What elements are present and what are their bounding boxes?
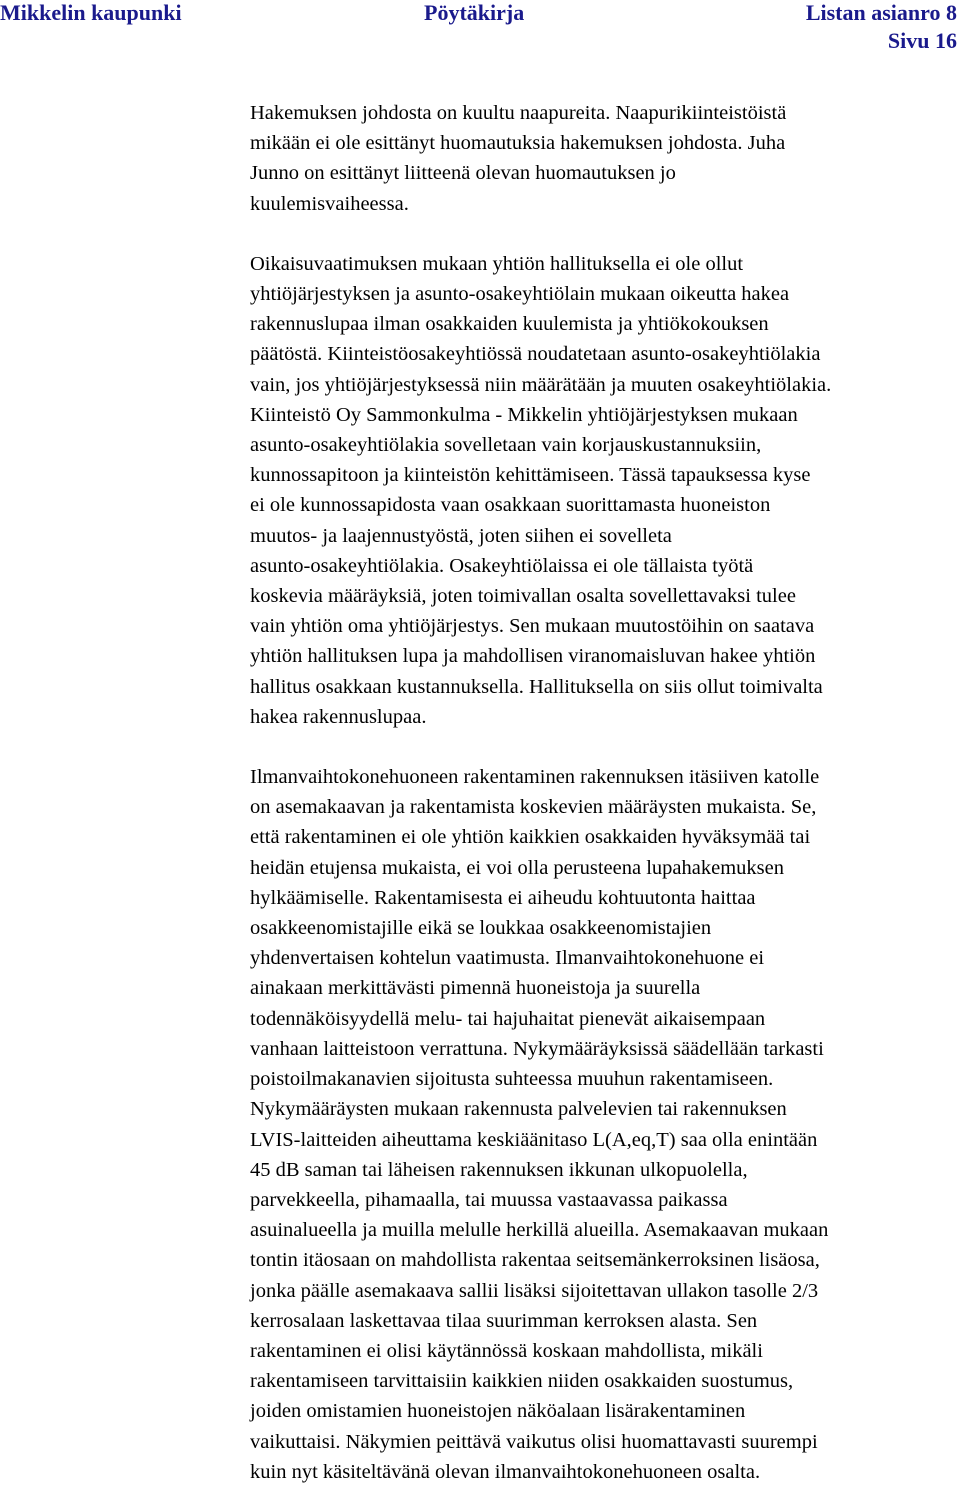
agenda-item-number: Listan asianro 8 (805, 0, 957, 25)
paragraph-ventilation-room: Ilmanvaihtokonehuoneen rakentaminen rakennuksen itäsiiven katolle on asemakaavan ja rakentamista koskevien määräysten mukaista. Se, että rakentaminen ei ole yhtiön kaikkien osakkaiden hyväksymää tai heidän etujensa mukaista, ei voi olla perusteena lupahakemuksen hylkäämiselle. Rakentamisesta ei aiheudu kohtuutonta haittaa osakkeenomistajille eikä se loukkaa osakkeenomistajien yhdenvertaisen kohtelun vaatimusta. Ilmanvaihtokonehuone ei ainakaan merkittävästi pimennä huoneistoja ja suurella todennäköisyydellä melu- tai hajuhaitat pienevät aikaisempaan vanhaan laitteistoon verrattuna. Nykymääräyksissä säädellään tarkasti poistoilmakanavien sijoitusta suhteessa muuhun rakentamiseen. Nykymääräysten mukaan rakennusta palvelevien tai rakennuksen LVIS-laitteiden aiheuttama keskiäänitaso L(A,eq,T) saa olla enintään 45 dB saman tai läheisen rakennuksen ikkunan ulkopuolella, parvekkeella, pihamaalla, tai muussa vastaavassa paikassa asuinalueella ja muilla melulle herkillä alueilla. Asemakaavan mukaan tontin itäosaan on mahdollista rakentaa seitsemänkerroksinen lisäosa, jonka päälle asemakaava sallii lisäksi sijoitettavan ullakon tasolle 2/3 kerrosalaan laskettavaa tilaa suurimman kerroksen alasta. Sen rakentaminen ei olisi käytännössä koskaan mahdollista, mikäli rakentamiseen tarvittaisiin kaikkien niiden osakkaiden suostumus, joiden omistamien huoneistojen näköalaan lisärakentaminen vaikuttaisi. Näkymien peittävä vaikutus olisi huomattavasti suurempi kuin nyt käsiteltävänä olevan ilmanvaihtokonehuoneen osalta. (250, 766, 829, 1483)
page-header (0, 0, 960, 56)
page-number: Sivu 16 (887, 28, 957, 53)
paragraph-rectification-claim: Oikaisuvaatimuksen mukaan yhtiön hallituksella ei ole ollut yhtiöjärjestyksen ja asunto-osakeyhtiölain mukaan oikeutta hakea rakennuslupaa ilman osakkaiden kuulemista ja yhtiökokouksen päätöstä. Kiinteistöosakeyhtiössä noudatetaan asunto-osakeyhtiölakia vain, jos yhtiöjärjestyksessä niin määrätään ja muuten osakeyhtiölakia. Kiinteistö Oy Sammonkulma - Mikkelin yhtiöjärjestyksen mukaan asunto-osakeyhtiölakia sovelletaan vain korjauskustannuksiin, kunnossapitoon ja kiinteistön kehittämiseen. Tässä tapauksessa kyse ei ole kunnossapidosta vaan osakkaan suorittamasta huoneiston muutos- ja laajennustyöstä, joten siihen ei sovelleta asunto-osakeyhtiölakia. Osakeyhtiölaissa ei ole tällaista työtä koskevia määräyksiä, joten toimivallan osalta sovellettavaksi tulee vain yhtiön oma yhtiöjärjestys. Sen mukaan muutostöihin on saatava yhtiön hallituksen lupa ja mahdollisen viranomaisluvan hakee yhtiön hallitus osakkaan kustannuksella. Hallituksella on siis ollut toimivalta hakea rakennuslupaa. (250, 252, 832, 728)
organization-name: Mikkelin kaupunki (0, 0, 182, 25)
paragraph-neighbors-heard: Hakemuksen johdosta on kuultu naapureita. Naapurikiinteistöistä mikään ei ole esittänyt huomautuksia hakemuksen johdosta. Juha Junno on esittänyt liitteenä olevan huomautuksen jo kuulemisvaiheessa. (250, 102, 787, 215)
document-type: Pöytäkirja (424, 0, 525, 25)
document-body (250, 98, 956, 1487)
